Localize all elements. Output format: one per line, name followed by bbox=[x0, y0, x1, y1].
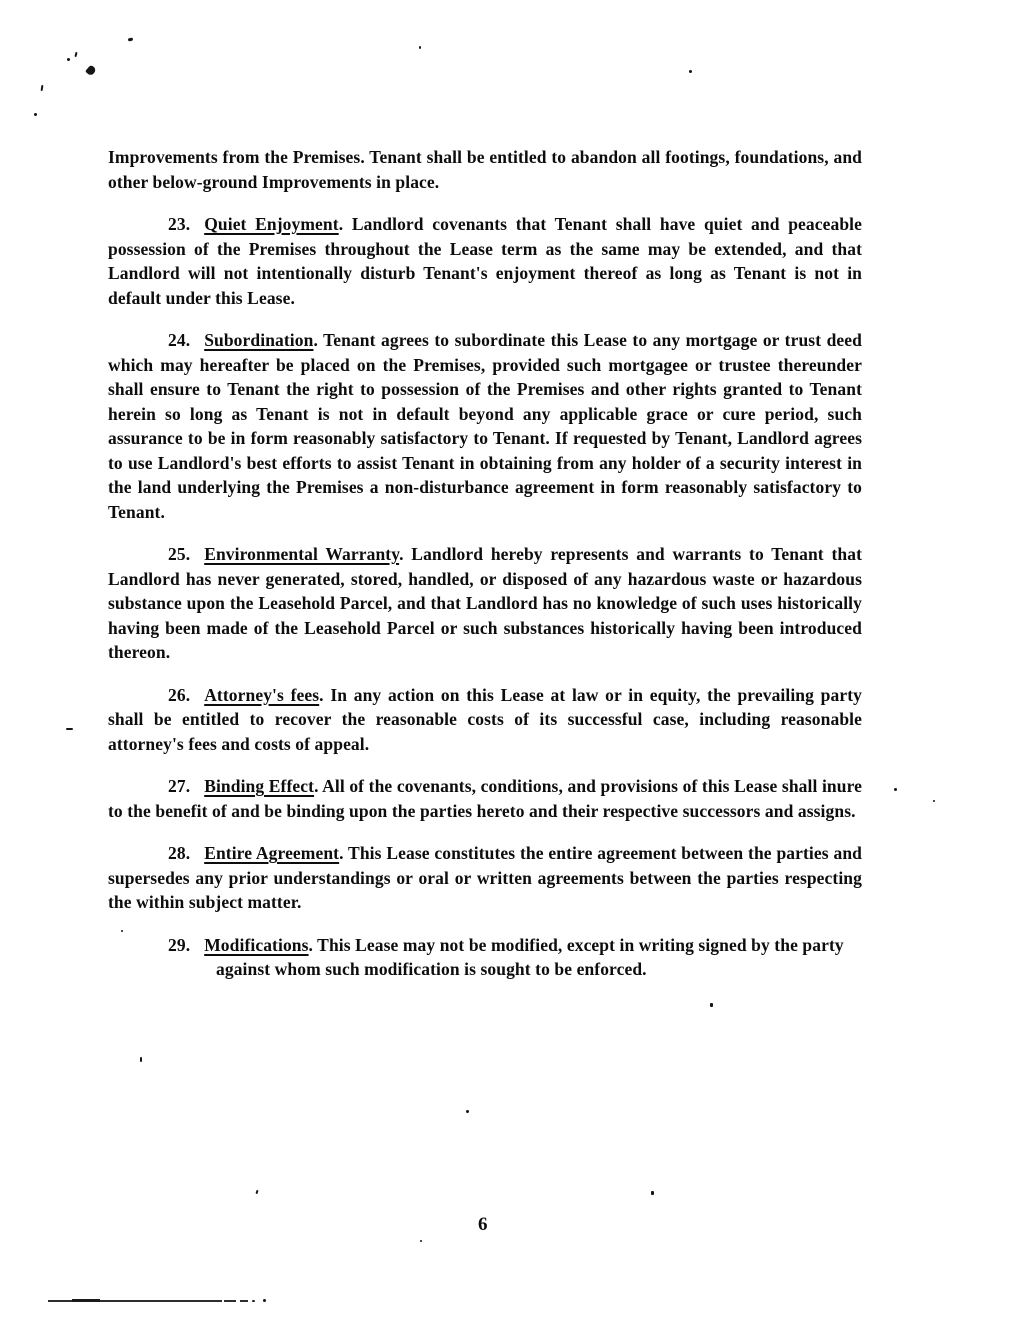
section-24-subordination bbox=[108, 328, 862, 524]
scan-speckle bbox=[420, 1240, 422, 1242]
section-heading: Attorney's fees bbox=[204, 684, 320, 705]
scan-speckle bbox=[419, 46, 421, 49]
scan-speckle bbox=[894, 788, 897, 791]
bottom-rule-dot bbox=[252, 1300, 255, 1302]
scan-speckle bbox=[651, 1191, 654, 1195]
section-29-modifications bbox=[168, 933, 862, 982]
scan-speckle bbox=[34, 113, 37, 116]
scan-speckle bbox=[121, 930, 123, 932]
scan-speckle bbox=[140, 1057, 142, 1062]
section-number: 28. bbox=[168, 843, 191, 863]
section-23-quiet-enjoyment bbox=[108, 212, 862, 310]
scan-speckle bbox=[255, 1190, 258, 1194]
paragraph-continuation: Improvements from the Premises. Tenant shall be entitled to abandon all footings, foundations, and other below-ground Improvements in place. bbox=[108, 147, 862, 192]
bottom-rule-line-thick bbox=[72, 1299, 100, 1302]
scan-speckle bbox=[128, 37, 134, 41]
scan-speckle bbox=[67, 58, 70, 61]
section-28-entire-agreement bbox=[108, 841, 862, 915]
section-27-binding-effect bbox=[108, 774, 862, 823]
section-25-environmental-warranty bbox=[108, 542, 862, 665]
lease-text-body bbox=[108, 145, 862, 982]
section-26-attorneys-fees bbox=[108, 683, 862, 757]
section-number: 24. bbox=[168, 330, 191, 350]
scan-speckle bbox=[41, 85, 44, 91]
section-body: . Tenant agrees to subordinate this Lease to any mortgage or trust deed which may hereafter be placed on the Premises, provided such mortgagee or trustee thereunder shall ensure to Tenant the right to possession of the Premises and other rights granted to Tenant herein so long as Tenant is not in default beyond any applicable grace or cure period, such assurance to be in form reasonably satisfactory to Tenant. If requested by Tenant, Landlord agrees to use Landlord's best efforts to assist Tenant in obtaining from any holder of a security interest in the land underlying the Premises a non-disturbance agreement in form reasonably satisfactory to Tenant. bbox=[108, 330, 862, 522]
section-heading: Subordination bbox=[204, 330, 314, 350]
scan-speckle bbox=[74, 52, 77, 57]
scan-speckle bbox=[466, 1110, 469, 1113]
section-heading: Modifications bbox=[204, 934, 309, 955]
bottom-rule-dash bbox=[240, 1300, 248, 1302]
scan-speckle bbox=[710, 1003, 713, 1007]
section-body: . In any action on this Lease at law or in equity, the prevailing party shall be entitled to recover the reasonable costs of its successful case, including reasonable attorney's fees and costs of appeal. bbox=[108, 684, 862, 754]
section-body: . All of the covenants, conditions, and provisions of this Lease shall inure to the benefit of and be binding upon the parties hereto and their respective successors and assigns. bbox=[108, 776, 863, 821]
scan-speckle bbox=[85, 64, 97, 76]
section-number: 23. bbox=[168, 214, 191, 234]
scan-speckle bbox=[933, 800, 935, 802]
section-number: 29. bbox=[168, 934, 191, 955]
section-body: . Landlord hereby represents and warrants to Tenant that Landlord has never generated, stored, handled, or disposed of any hazardous waste or hazardous substance upon the Leasehold Parcel, and that Landlord has no knowledge of such uses historically having been made of the Leasehold Parcel or such substances historically having been introduced thereon. bbox=[108, 544, 862, 662]
section-number: 25. bbox=[168, 544, 191, 564]
section-number: 26. bbox=[168, 684, 191, 705]
bottom-rule-dot bbox=[263, 1299, 266, 1302]
scan-speckle bbox=[66, 728, 73, 730]
section-heading: Environmental Warranty bbox=[204, 544, 400, 564]
section-body: . Landlord covenants that Tenant shall have quiet and peaceable possession of the Premises throughout the Lease term as the same may be extended, and that Landlord will not intentionally disturb Tenant's enjoyment thereof as long as Tenant is not in default under this Lease. bbox=[108, 214, 862, 308]
section-heading: Entire Agreement bbox=[204, 843, 340, 863]
section-heading: Quiet Enjoyment bbox=[204, 214, 339, 234]
scan-speckle bbox=[689, 70, 692, 73]
section-number: 27. bbox=[168, 776, 191, 796]
bottom-rule-dash bbox=[224, 1300, 236, 1302]
section-body: . This Lease constitutes the entire agreement between the parties and supersedes any prior understandings or oral or written agreements between the parties respecting the within subject matter. bbox=[108, 843, 862, 912]
page-number: 6 bbox=[478, 1214, 488, 1235]
section-heading: Binding Effect bbox=[204, 776, 315, 796]
section-body: . This Lease may not be modified, except in writing signed by the party against whom such modification is sought to be enforced. bbox=[216, 934, 844, 979]
